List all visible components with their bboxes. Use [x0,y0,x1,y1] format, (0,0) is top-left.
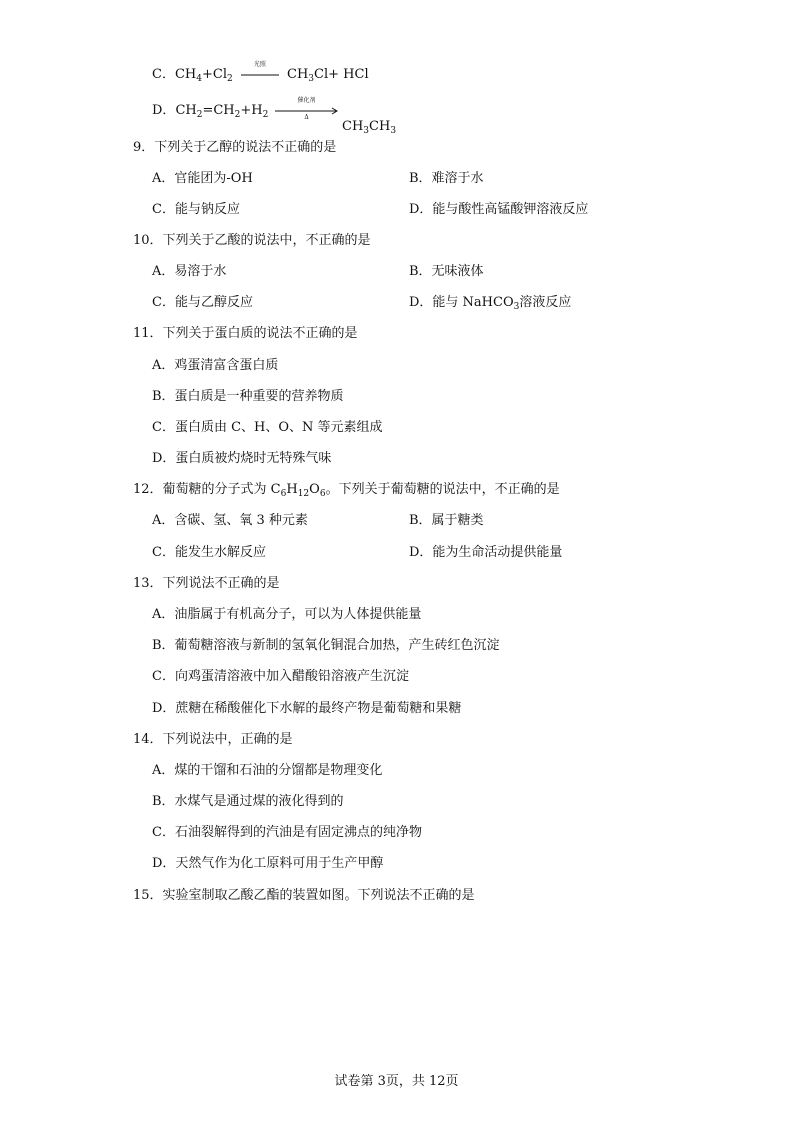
option-c-prev: C．$CH_4+Cl_2$ 光照 $CH_3Cl+$ HCl [152,60,369,84]
option-d-prev: D．$CH_2=CH_2+H_2$ 催化剂 Δ [152,102,339,120]
question-14-option-c: C．石油裂解得到的汽油是有固定沸点的纯净物 [152,825,422,840]
question-14-stem: 14．下列说法中，正确的是 [133,732,293,747]
question-10-option-d: D．能与 NaHCO$_3$溶液反应 [409,295,572,312]
question-12-option-a: A．含碳、氢、氧 3 种元素 [152,513,308,528]
question-14-option-a: A．煤的干馏和石油的分馏都是物理变化 [152,763,383,778]
question-11-option-d: D．蛋白质被灼烧时无特殊气味 [152,451,332,466]
reaction-arrow-d [275,96,339,121]
question-10-stem: 10．下列关于乙酸的说法中，不正确的是 [133,233,371,248]
option-d-prev-product: $CH_3CH_3$ [342,119,397,136]
question-13-stem: 13．下列说法不正确的是 [133,576,280,591]
question-13-option-d: D．蔗糖在稀酸催化下水解的最终产物是葡萄糖和果糖 [152,701,462,716]
long-line-icon [241,70,279,80]
question-11-option-c: C．蛋白质由 C、H、O、N 等元素组成 [152,420,383,435]
question-9-stem: 9．下列关于乙醇的说法不正确的是 [133,140,337,155]
question-12-option-c: C．能发生水解反应 [152,545,266,560]
question-9-option-a: A．官能团为-OH [152,171,253,186]
question-12-option-b: B．属于糖类 [409,513,484,528]
question-14-option-b: B．水煤气是通过煤的液化得到的 [152,794,344,809]
question-11-stem: 11．下列关于蛋白质的说法不正确的是 [133,326,358,341]
question-13-option-a: A．油脂属于有机高分子，可以为人体提供能量 [152,607,422,622]
question-9-option-c: C．能与钠反应 [152,202,240,217]
question-13-option-c: C．向鸡蛋清溶液中加入醋酸铅溶液产生沉淀 [152,669,409,684]
question-12-option-d: D．能为生命活动提供能量 [409,545,563,560]
question-11-option-b: B．蛋白质是一种重要的营养物质 [152,389,344,404]
reaction-condition-c: 光照 [253,60,266,68]
question-10-option-b: B．无味液体 [409,264,484,279]
question-12-stem: 12．葡萄糖的分子式为 $C_6H_{12}O_6$。下列关于葡萄糖的说法中，不正确的是 [133,482,560,499]
page-footer: 试卷第 3页，共 12页 [334,1074,459,1089]
question-15-stem: 15．实验室制取乙酸乙酯的装置如图。下列说法不正确的是 [133,888,475,903]
reaction-condition-d-bottom: Δ [304,113,309,121]
question-10-option-a: A．易溶于水 [152,264,227,279]
question-9-option-b: B．难溶于水 [409,171,484,186]
question-13-option-b: B．葡萄糖溶液与新制的氢氧化铜混合加热，产生砖红色沉淀 [152,638,500,653]
question-11-option-a: A．鸡蛋清富含蛋白质 [152,358,279,373]
question-9-option-d: D．能与酸性高锰酸钾溶液反应 [409,202,589,217]
reaction-condition-d-top: 催化剂 [297,96,316,104]
question-10-option-c: C．能与乙醇反应 [152,295,253,310]
question-14-option-d: D．天然气作为化工原料可用于生产甲醇 [152,856,384,871]
reaction-arrow-c [241,60,279,80]
